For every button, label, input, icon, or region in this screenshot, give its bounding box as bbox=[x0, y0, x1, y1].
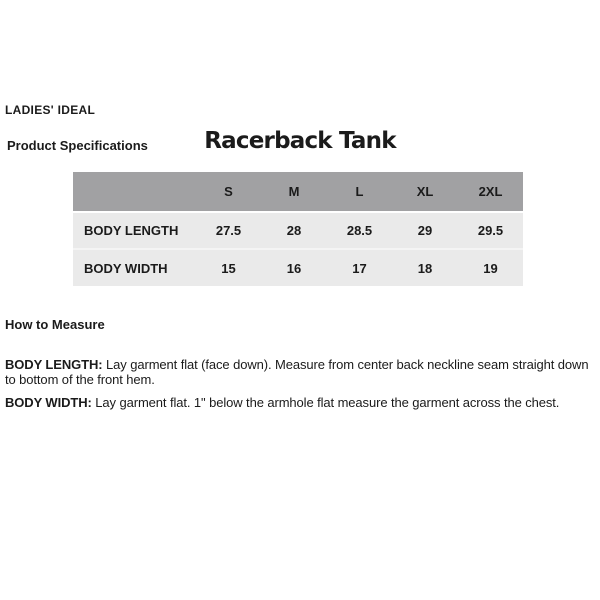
spec-cell: 28.5 bbox=[346, 223, 373, 238]
section-label: Product Specifications bbox=[7, 138, 148, 153]
spec-cell: 16 bbox=[286, 260, 302, 276]
spec-cell: 19 bbox=[483, 260, 498, 276]
spec-cell: 28 bbox=[286, 223, 302, 238]
size-header-row bbox=[73, 172, 523, 212]
spec-table bbox=[73, 172, 523, 286]
product-title: Racerback Tank bbox=[204, 128, 396, 154]
spec-row-label: BODY WIDTH bbox=[84, 260, 168, 276]
measure-instruction-body-width bbox=[5, 395, 599, 410]
how-to-measure-heading: How to Measure bbox=[5, 317, 105, 332]
size-column-header: M bbox=[288, 184, 300, 199]
size-column-header: L bbox=[355, 184, 364, 199]
spec-cell: 29 bbox=[417, 223, 433, 238]
measure-instruction-text: Lay garment flat. 1" below the armhole flat measure the garment across the chest. bbox=[95, 395, 560, 410]
size-column-header: 2XL bbox=[478, 184, 503, 199]
size-column-header: S bbox=[224, 184, 233, 199]
spec-cell: 17 bbox=[352, 260, 367, 276]
measure-instruction-label: BODY LENGTH: bbox=[5, 357, 103, 372]
spec-row-label: BODY LENGTH bbox=[84, 223, 179, 238]
spec-cell: 18 bbox=[417, 260, 433, 276]
spec-row-body-width bbox=[73, 249, 523, 286]
measure-instruction-body-length bbox=[5, 357, 599, 387]
size-column-header: XL bbox=[416, 184, 434, 199]
spec-row-body-length bbox=[73, 212, 523, 249]
measure-instruction-text: Lay garment flat (face down). Measure from center back neckline seam straight down to bottom of the front hem. bbox=[5, 357, 589, 387]
measure-instruction-label: BODY WIDTH: bbox=[5, 395, 92, 410]
spec-cell: 15 bbox=[221, 260, 236, 276]
spec-cell: 27.5 bbox=[215, 223, 242, 238]
spec-cell: 29.5 bbox=[477, 223, 504, 238]
spec-corner-cell bbox=[73, 172, 196, 212]
brand-label: LADIES' IDEAL bbox=[5, 103, 96, 117]
